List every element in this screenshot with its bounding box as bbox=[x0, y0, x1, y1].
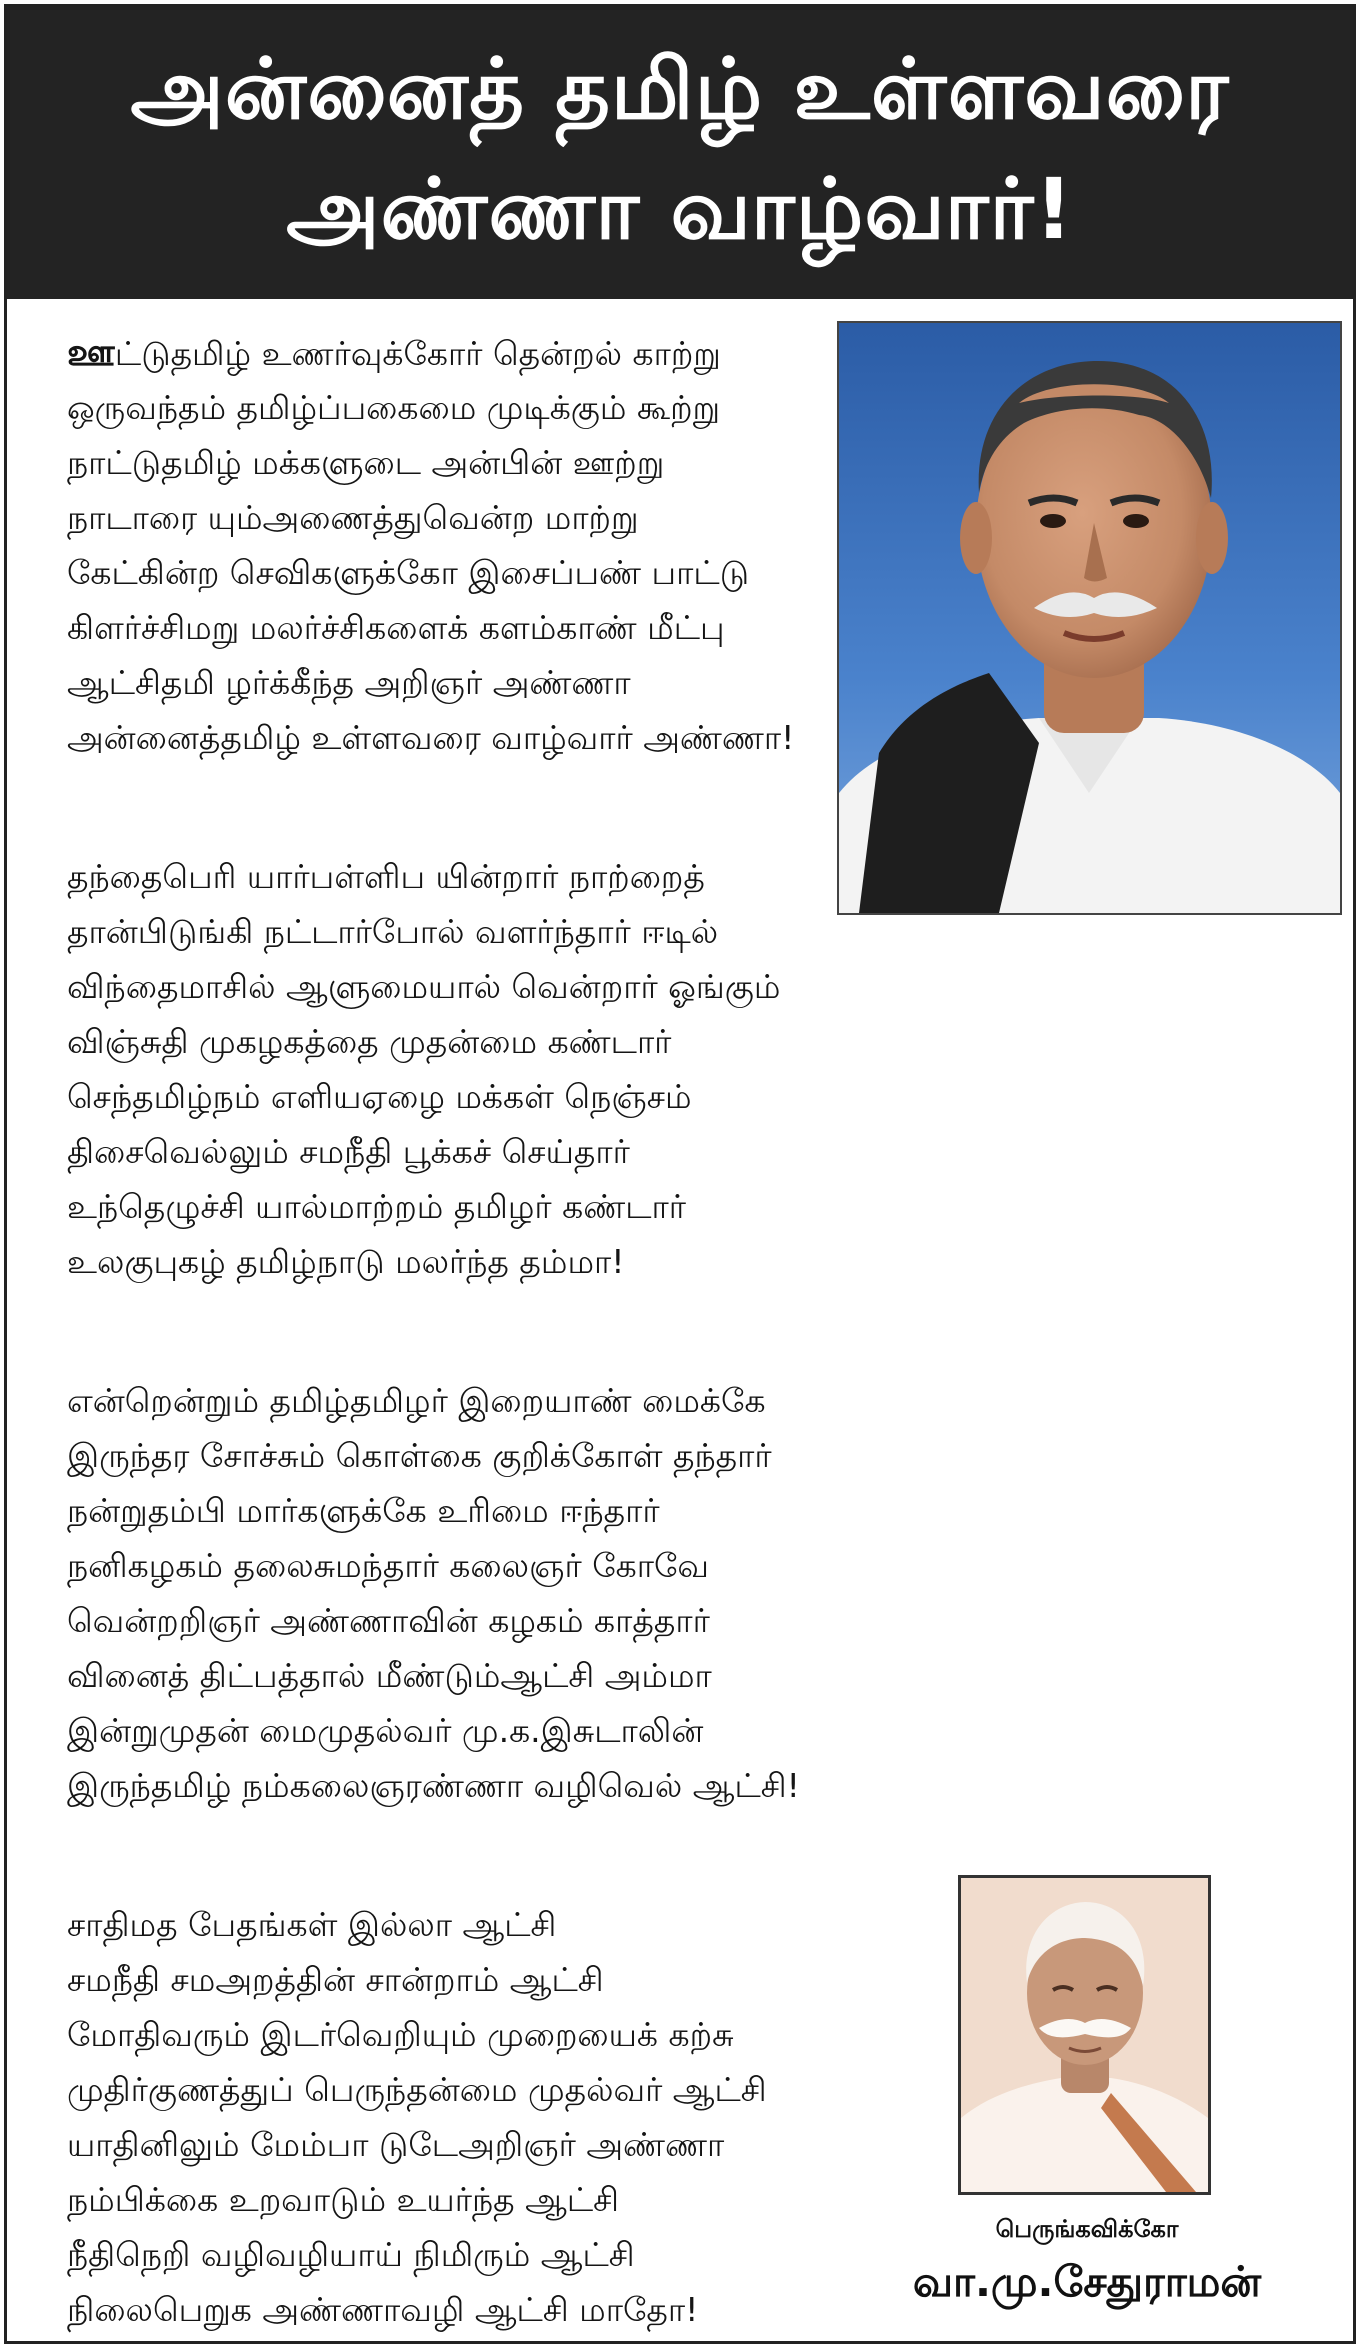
poem-line: மோதிவரும் இடர்வெறியும் முறையைக் கற்சு bbox=[67, 2015, 734, 2054]
poem-line: இன்றுமுதன் மைமுதல்வர் மு.க.இசுடாலின் bbox=[67, 1711, 704, 1750]
poem-line: கிளர்ச்சிமறு மலர்ச்சிகளைக் களம்காண் மீட்பு bbox=[67, 608, 725, 647]
poem-line: உலகுபுகழ் தமிழ்நாடு மலர்ந்த தம்மா! bbox=[67, 1242, 625, 1281]
poet-name: வா.மு.சேதுராமன் bbox=[912, 2257, 1262, 2306]
poet-caption bbox=[837, 2211, 1337, 2317]
poem-line: இருந்தர சோச்சும் கொள்கை குறிக்கோள் தந்தார் bbox=[67, 1436, 772, 1475]
poem-line: திசைவெல்லும் சமநீதி பூக்கச் செய்தார் bbox=[67, 1132, 630, 1171]
poem-line: என்றென்றும் தமிழ்தமிழர் இறையாண் மைக்கே bbox=[67, 1381, 766, 1420]
poem-line: யாதினிலும் மேம்பா டுடேஅறிஞர் அண்ணா bbox=[67, 2125, 725, 2164]
poem bbox=[67, 325, 907, 2337]
poem-line: இருந்தமிழ் நம்கலைஞரண்ணா வழிவெல் ஆட்சி! bbox=[67, 1766, 800, 1805]
poem-line: கேட்கின்ற செவிகளுக்கோ இசைப்பண் பாட்டு bbox=[67, 553, 750, 592]
poem-line: சமநீதி சமஅறத்தின் சான்றாம் ஆட்சி bbox=[67, 1960, 604, 1999]
poem-line: விந்தைமாசில் ஆளுமையால் வென்றார் ஓங்கும் bbox=[67, 967, 781, 1006]
poem-line: நீதிநெறி வழிவழியாய் நிமிரும் ஆட்சி bbox=[67, 2235, 635, 2274]
poem-line: வினைத் திட்பத்தால் மீண்டும்ஆட்சி அம்மா bbox=[67, 1656, 712, 1695]
stanza-1 bbox=[67, 325, 907, 765]
poem-line: தந்தைபெரி யார்பள்ளிப யின்றார் நாற்றைத் bbox=[67, 857, 705, 896]
poet-title: பெருங்கவிக்கோ bbox=[995, 2215, 1179, 2243]
poem-line: தான்பிடுங்கி நட்டார்போல் வளர்ந்தார் ஈடில் bbox=[67, 912, 719, 951]
poem-line: முதிர்குணத்துப் பெருந்தன்மை முதல்வர் ஆட்சி bbox=[67, 2070, 767, 2109]
poem-line-text: ட்டுதமிழ் உணர்வுக்கோர் தென்றல் காற்று bbox=[114, 334, 721, 373]
header-banner bbox=[7, 7, 1353, 299]
poem-line: செந்தமிழ்நம் எளியஏழை மக்கள் நெஞ்சம் bbox=[67, 1077, 692, 1116]
headline-line-1: அன்னைத் தமிழ் உள்ளவரை bbox=[130, 40, 1230, 138]
poet-portrait-image bbox=[961, 1878, 1208, 2192]
poster bbox=[4, 4, 1356, 2344]
poet-portrait bbox=[958, 1875, 1211, 2195]
first-letter: ஊ bbox=[67, 330, 115, 374]
stanza-2 bbox=[67, 849, 907, 1289]
poem-line: வென்றறிஞர் அண்ணாவின் கழகம் காத்தார் bbox=[67, 1601, 710, 1640]
poem-line: நாடாரை யும்அணைத்துவென்ற மாற்று bbox=[67, 498, 639, 537]
poem-line: நன்றுதம்பி மார்களுக்கே உரிமை ஈந்தார் bbox=[67, 1491, 660, 1530]
poem-line: நிலைபெறுக அண்ணாவழி ஆட்சி மாதோ! bbox=[67, 2290, 699, 2329]
leader-portrait bbox=[837, 321, 1342, 915]
leader-portrait-image bbox=[839, 323, 1340, 913]
headline-line-2: அண்ணா வாழ்வார்! bbox=[286, 160, 1074, 258]
poem-line: ஆட்சிதமி ழர்க்கீந்த அறிஞர் அண்ணா bbox=[67, 663, 631, 702]
poem-line: நாட்டுதமிழ் மக்களுடை அன்பின் ஊற்று bbox=[67, 443, 665, 482]
poem-line: நம்பிக்கை உறவாடும் உயர்ந்த ஆட்சி bbox=[67, 2180, 619, 2219]
poem-line: சாதிமத பேதங்கள் இல்லா ஆட்சி bbox=[67, 1905, 557, 1944]
poem-line: ஒருவந்தம் தமிழ்ப்பகைமை முடிக்கும் கூற்று bbox=[67, 388, 721, 427]
stanza-4 bbox=[67, 1897, 907, 2337]
poem-line: உந்தெழுச்சி யால்மாற்றம் தமிழர் கண்டார் bbox=[67, 1187, 686, 1226]
stanza-3 bbox=[67, 1373, 907, 1813]
poem-line: நனிகழகம் தலைசுமந்தார் கலைஞர் கோவே bbox=[67, 1546, 710, 1585]
poem-line: விஞ்சுதி முகழகத்தை முதன்மை கண்டார் bbox=[67, 1022, 672, 1061]
poem-line bbox=[67, 325, 907, 380]
poem-line: அன்னைத்தமிழ் உள்ளவரை வாழ்வார் அண்ணா! bbox=[67, 718, 795, 757]
